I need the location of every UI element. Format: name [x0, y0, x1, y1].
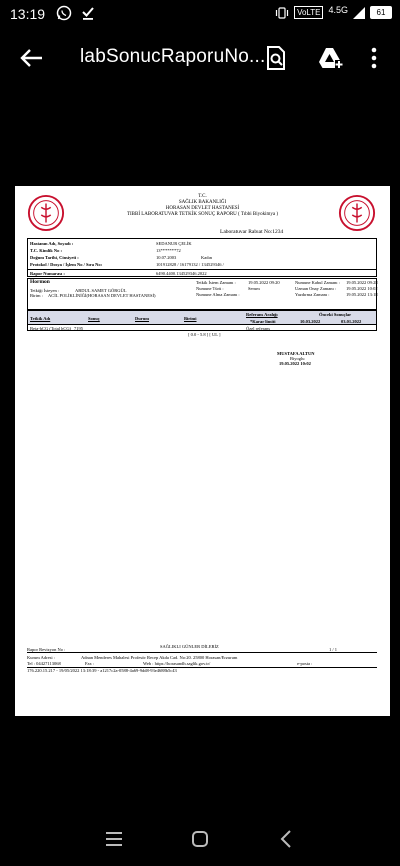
fax: Fax :: [85, 661, 95, 666]
unit-value: ACİL POLİKLİNİĞİ(HORASAN DEVLET HASTANESİ): [48, 293, 156, 298]
tc-value: 13*******72: [156, 248, 181, 253]
network-type: 4.5G: [328, 4, 348, 15]
birth-label: Doğum Tarihi, Cinsiyeti :: [30, 255, 79, 260]
col-prev: Önceki Sonuçlar: [319, 312, 352, 317]
signal-icon: [353, 7, 365, 19]
email: e-posta :: [297, 661, 313, 666]
results-table-header: [27, 310, 377, 325]
header-tc: T.C.: [198, 194, 207, 199]
reference-range: [ 0.0 - 5.8 ] [ UL ]: [188, 332, 221, 337]
row-result: 7195: [74, 325, 83, 331]
clock: 13:19: [10, 6, 46, 22]
signer-title: Biyoglu: [290, 356, 305, 361]
header-report-title: TIBBİ LABORATUVAR TETKİK SONUÇ RAPORU ( Tıbbi Biyokimya ): [126, 212, 279, 217]
col-unit: Birimi: [184, 316, 197, 321]
back-nav-icon[interactable]: [278, 829, 294, 849]
whatsapp-icon: [56, 5, 72, 21]
protocol-label: Protokol / Dosya / İşlem No / Sıra No:: [30, 262, 103, 267]
col-status: Durum: [135, 316, 150, 321]
web: Web : https://horasandh.saglik.gov.tr/: [143, 661, 211, 666]
volte-badge: VoLTE: [294, 6, 323, 19]
time-label: Uzman Onay Zamanı :: [295, 286, 337, 291]
tel: Tel : 04427113068: [27, 661, 61, 666]
birth-date: 10.07.2003: [156, 255, 177, 260]
col-prev-date: 10.03.2022: [300, 319, 321, 324]
unit-label: Birim :: [30, 293, 43, 298]
vibrate-icon: [275, 7, 289, 19]
status-bar: [0, 0, 400, 30]
time-value: Serum: [248, 286, 260, 291]
address-value: Adnan Menderes Mahalesi Profesör Recep Akda Cad. No:20. 25800 Horasan/Erzurum: [81, 655, 238, 660]
signer-name: MUSTAFA ALTUN: [277, 351, 315, 356]
patient-name: SEDANUR ÇELİK: [156, 241, 192, 246]
col-ref-sub: *Karar limiti: [250, 319, 276, 324]
more-options-icon[interactable]: [362, 44, 386, 72]
home-icon[interactable]: [190, 829, 210, 849]
report-no-label: Rapor Numarası :: [30, 270, 65, 276]
table-row: [27, 325, 377, 331]
document-title: labSonucRaporuNo...: [80, 46, 266, 67]
time-label: Yazdırma Zamanı :: [295, 292, 330, 297]
time-value: 19.05.2022 13:18: [346, 292, 378, 297]
add-to-drive-icon[interactable]: [316, 44, 344, 72]
app-bar: [0, 30, 400, 86]
protocol-value: 101912828 / 16179132 / 134529346 /: [156, 262, 224, 267]
col-test: Tetkik Adı: [30, 316, 51, 321]
download-done-icon: [80, 5, 96, 21]
print-trace: 176.220.15.217 - 19/05/2022 13:18:39 - a1217c2a-0588-4a69-9dd8-93e4688b5c43: [27, 668, 177, 673]
search-document-icon[interactable]: [262, 44, 290, 72]
header-hospital: HORASAN DEVLET HASTANESİ: [165, 206, 240, 211]
time-value: 19.05.2022 09:20: [248, 280, 280, 285]
navigation-bar: [0, 810, 400, 866]
time-label: Numune Türü :: [196, 286, 224, 291]
report-no: 6490.4400.134529346.2022: [156, 270, 207, 276]
row-ref: Özel referans: [246, 325, 271, 331]
time-value: 19.05.2022 10:02: [346, 286, 378, 291]
footer-motto: SAĞLIKLI GÜNLER DİLERİZ: [160, 644, 219, 649]
patient-name-label: Hastanın Adı, Soyadı :: [30, 241, 74, 246]
time-value: 19.05.2022 09:28: [346, 280, 378, 285]
time-label: Numune Alma Zamanı :: [196, 292, 240, 297]
recent-apps-icon[interactable]: [104, 830, 124, 848]
time-label: Tetkik İstem Zamanı :: [196, 280, 236, 285]
tc-label: T.C. Kimlik No :: [30, 248, 63, 253]
requester-label: Tetkiği İsteyen :: [30, 288, 60, 293]
signature-datetime: 19.05.2022 10:02: [279, 361, 311, 366]
patient-info-box: [27, 238, 377, 277]
time-label: Numune Kabul Zamanı :: [295, 280, 340, 285]
back-arrow-icon[interactable]: [18, 44, 46, 72]
pdf-page[interactable]: [15, 186, 390, 716]
battery-level: 61: [370, 6, 392, 19]
header-ministry: SAĞLIK BAKANLIĞI: [178, 200, 227, 205]
lab-request-number: Laboratuvar Rabıat No:1234: [220, 229, 284, 235]
revision-label: Rapor Revizyon No :: [27, 647, 66, 652]
test-section-box: [27, 278, 377, 310]
address-label: Kurum Adresi :: [27, 655, 55, 660]
row-test: Beta-hCG (Total hCG): [30, 325, 72, 331]
requester-value: ABDUL SAMET GÖRGÜL: [75, 288, 127, 293]
col-result: Sonuç: [88, 316, 100, 321]
page-number: 1 / 1: [329, 647, 338, 652]
col-prev-date: 03.01.2022: [341, 319, 362, 324]
section-name: Hormon: [30, 279, 50, 285]
gender: Kadın: [201, 255, 212, 260]
col-ref: Referans Aralığı: [246, 312, 278, 317]
